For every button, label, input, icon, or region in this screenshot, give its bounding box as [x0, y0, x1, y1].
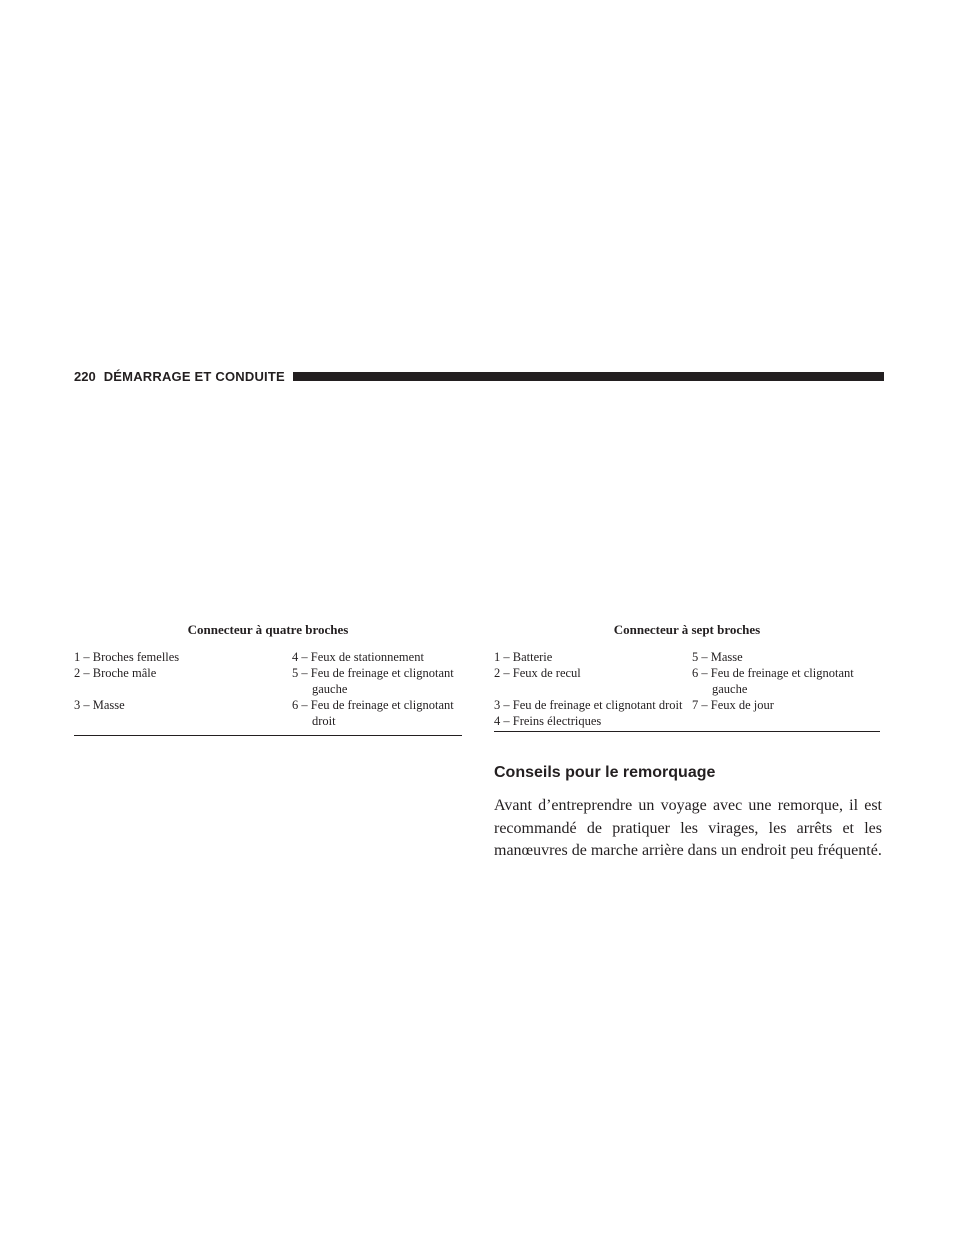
table-cell: 4 – Feux de stationnement [292, 650, 424, 664]
seven-pin-connector-table [494, 622, 880, 732]
page-header [74, 366, 884, 386]
table-cell: 3 – Feu de freinage et clignotant droit [494, 698, 683, 712]
table-row [74, 697, 462, 729]
table-cell: 6 – Feu de freinage et clignotant gauche [692, 666, 854, 696]
body-paragraph: Avant d’entreprendre un voyage avec une remorque, il est recommandé de pratiquer les virages, les arrêts et les manœuvres de marche arrière dans un endroit peu fréquenté. [494, 797, 882, 859]
table-cell: 5 – Masse [692, 650, 743, 664]
table-cell: 1 – Broches femelles [74, 650, 180, 664]
four-pin-connector-table [74, 622, 462, 736]
section-heading: Conseils pour le remorquage [494, 764, 716, 781]
table-row [494, 665, 880, 697]
table-row [74, 665, 462, 697]
table-row [494, 697, 880, 713]
table-row [494, 713, 880, 729]
table-cell: 1 – Batterie [494, 650, 553, 664]
table-cell: 3 – Masse [74, 698, 125, 712]
table-cell: 2 – Broche mâle [74, 666, 157, 680]
table-cell: 4 – Freins électriques [494, 714, 602, 728]
table-row [494, 649, 880, 665]
table-cell: 7 – Feux de jour [692, 698, 774, 712]
table-cell [692, 713, 880, 729]
table-title: Connecteur à quatre broches [187, 622, 349, 637]
header-rule [293, 372, 884, 381]
table-cell: 6 – Feu de freinage et clignotant droit [292, 698, 454, 728]
page-number: 220 [74, 368, 96, 384]
table-cell: 5 – Feu de freinage et clignotant gauche [292, 666, 454, 696]
table-cell: 2 – Feux de recul [494, 666, 581, 680]
table-row [74, 649, 462, 665]
table-title: Connecteur à sept broches [613, 622, 761, 637]
section-title: DÉMARRAGE ET CONDUITE [103, 368, 285, 384]
